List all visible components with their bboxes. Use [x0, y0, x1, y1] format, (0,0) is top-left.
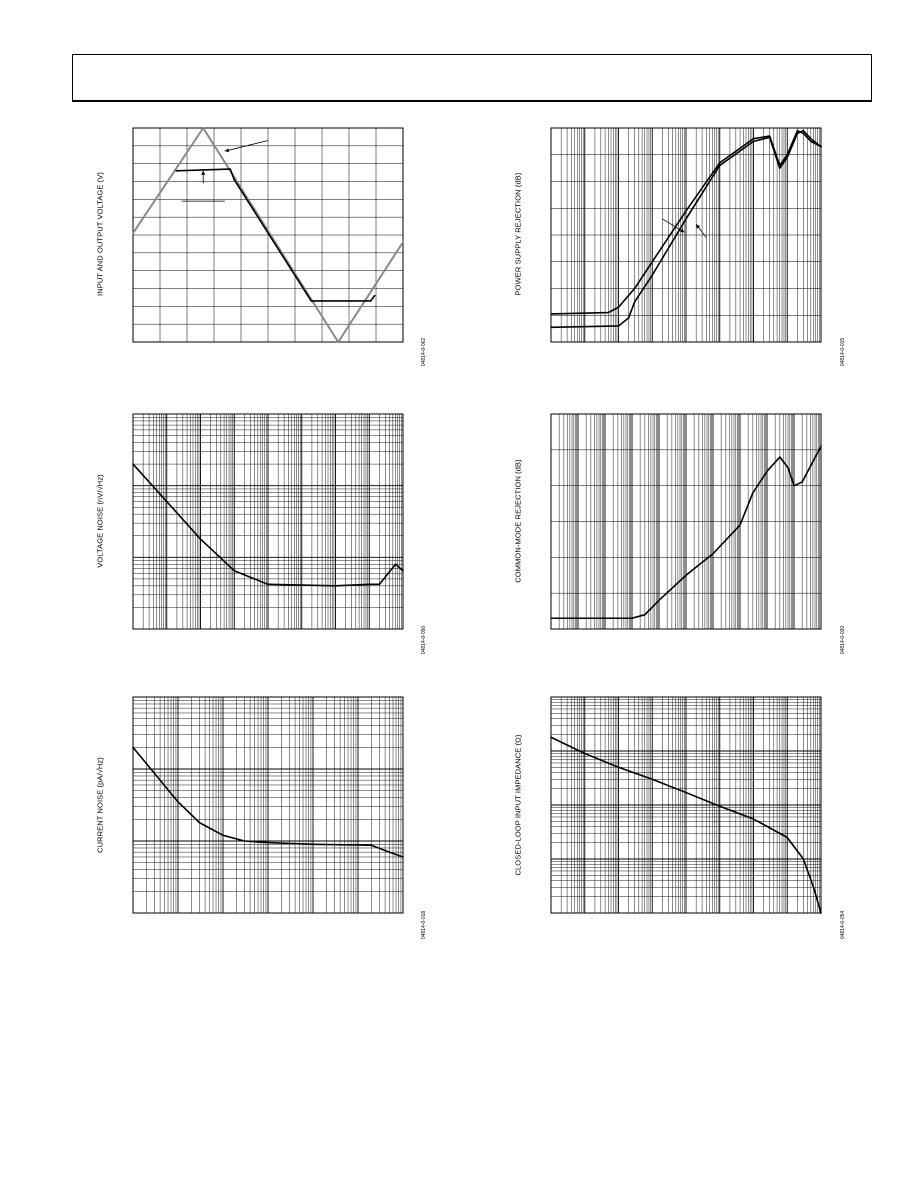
annotation-leader — [696, 224, 706, 237]
plot-frame — [551, 128, 821, 342]
figure-id: 04814-0-015 — [840, 337, 846, 367]
plot-frame — [133, 414, 403, 629]
figure-id: 04814-0-062 — [421, 337, 427, 367]
grid — [551, 128, 821, 342]
page-header-box — [72, 54, 872, 102]
series-line-input — [133, 128, 403, 342]
y-axis-label: CLOSED-LOOP INPUT IMPEDANCE (Ω) — [513, 734, 523, 876]
series-line-impedance — [551, 737, 821, 913]
y-axis-label: CURRENT NOISE (pA/√Hz) — [95, 757, 105, 853]
figure-id: 04814-0-050 — [421, 625, 427, 655]
grid — [133, 697, 403, 913]
annotation-arrowhead — [696, 224, 700, 228]
series-line-output — [176, 169, 374, 301]
series-line-curve-b — [551, 131, 821, 328]
plot-frame — [551, 697, 821, 913]
grid — [133, 414, 403, 629]
series-line-cmrr — [551, 446, 821, 618]
grid — [551, 697, 821, 913]
annotation-arrowhead — [680, 229, 684, 233]
series-line-noise — [133, 747, 403, 857]
y-axis-label: VOLTAGE NOISE (nV/√Hz) — [95, 474, 105, 568]
plot-frame — [133, 128, 403, 342]
figure-id: 04814-0-020 — [840, 625, 846, 655]
grid — [133, 128, 403, 342]
series-line-noise — [133, 464, 403, 586]
annotation-arrowhead — [201, 171, 205, 175]
figure-id: 04814-0-054 — [840, 910, 846, 940]
series-line-curve-a — [551, 131, 821, 314]
annotation-arrowhead — [225, 148, 229, 152]
y-axis-label: INPUT AND OUTPUT VOLTAGE (V) — [95, 172, 105, 296]
y-axis-label: COMMON-MODE REJECTION (dB) — [513, 459, 523, 583]
plot-frame — [133, 697, 403, 913]
annotation-leader — [225, 140, 268, 151]
plot-frame — [551, 414, 821, 629]
grid — [551, 414, 821, 629]
y-axis-label: POWER SUPPLY REJECTION (dB) — [513, 172, 523, 296]
annotation-leader — [662, 219, 684, 232]
figure-id: 04814-0-018 — [421, 910, 427, 940]
